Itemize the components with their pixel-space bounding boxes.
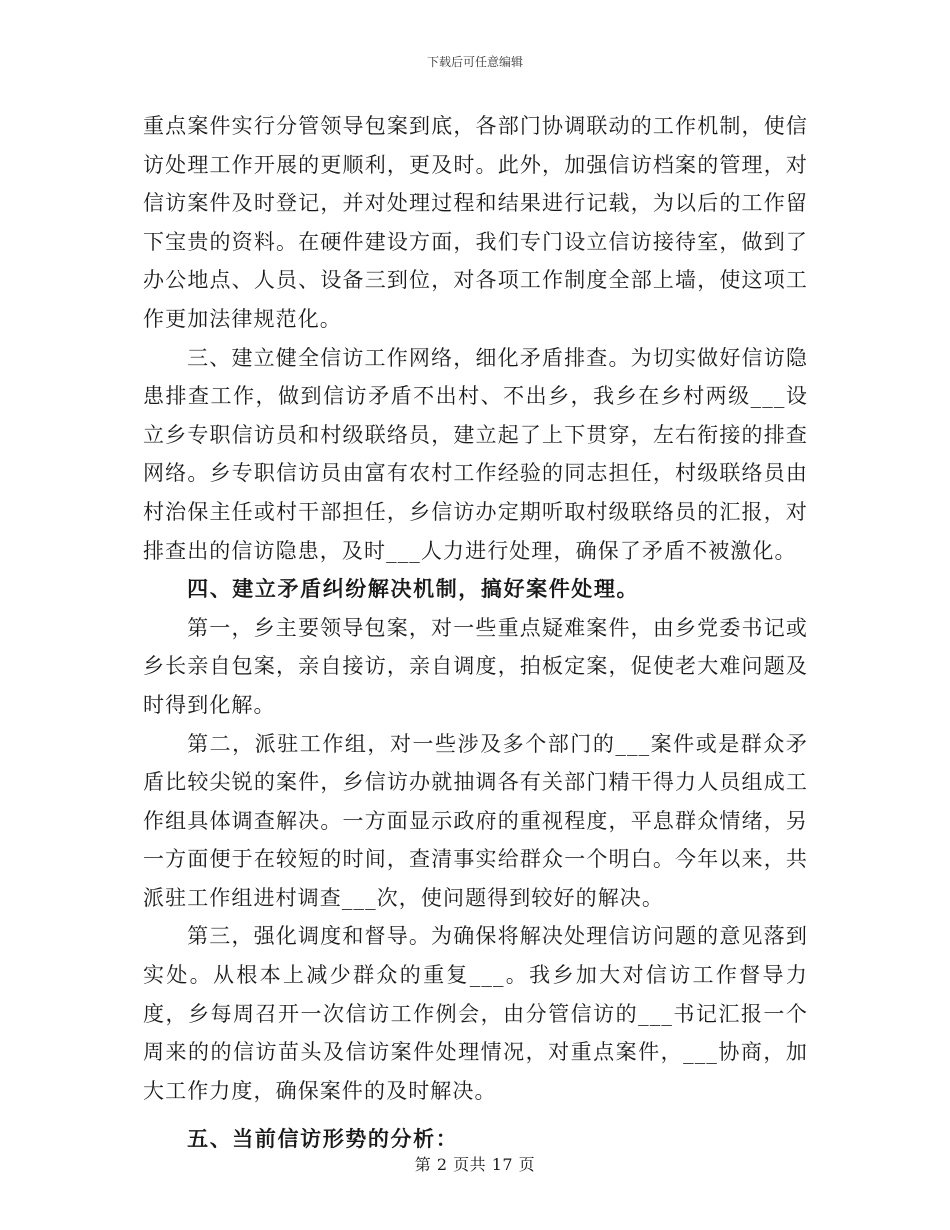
document-body bbox=[143, 107, 808, 1159]
body-paragraph-2: 三、建立健全信访工作网络，细化矛盾排查。为切实做好信访隐患排查工作，做到信访矛盾不出村、不出乡，我乡在乡村两级___设立乡专职信访员和村级联络员，建立起了上下贯穿，左右衔接的排查网络。乡专职信访员由富有农村工作经验的同志担任，村级联络员由村治保主任或村干部担任，乡信访办定期听取村级联络员的汇报，对排查出的信访隐患，及时___人力进行处理，确保了矛盾不被激化。 bbox=[143, 345, 808, 563]
body-paragraph-1: 重点案件实行分管领导包案到底，各部门协调联动的工作机制，使信访处理工作开展的更顺利，更及时。此外，加强信访档案的管理，对信访案件及时登记，并对处理过程和结果进行记载，为以后的工作留下宝贵的资料。在硬件建设方面，我们专门设立信访接待室，做到了办公地点、人员、设备三到位，对各项工作制度全部上墙，使这项工作更加法律规范化。 bbox=[143, 114, 808, 331]
page-footer: 第 2 页共 17 页 bbox=[414, 1155, 536, 1174]
body-paragraph-3: 第一，乡主要领导包案，对一些重点疑难案件，由乡党委书记或乡长亲自包案，亲自接访，亲自调度，拍板定案，促使老大难问题及时得到化解。 bbox=[143, 615, 808, 717]
section-heading-4: 四、建立矛盾纠纷解决机制，搞好案件处理。 bbox=[187, 576, 640, 602]
page-header: 下载后可任意编辑 bbox=[426, 55, 523, 69]
body-paragraph-5: 第三，强化调度和督导。为确保将解决处理信访问题的意见落到实处。从根本上减少群众的重复___。我乡加大对信访工作督导力度，乡每周召开一次信访工作例会，由分管信访的___书记汇报一个周来的的信访苗头及信访案件处理情况，对重点案件，___协商，加大工作力度，确保案件的及时解决。 bbox=[143, 924, 808, 1103]
section-heading-5: 五、当前信访形势的分析： bbox=[187, 1126, 459, 1152]
body-paragraph-4: 第二，派驻工作组，对一些涉及多个部门的___案件或是群众矛盾比较尖锐的案件，乡信访办就抽调各有关部门精干得力人员组成工作组具体调查解决。一方面显示政府的重视程度，平息群众情绪，另一方面便于在较短的时间，查清事实给群众一个明白。今年以来，共派驻工作组进村调查___次，使问题得到较好的解决。 bbox=[143, 731, 808, 910]
